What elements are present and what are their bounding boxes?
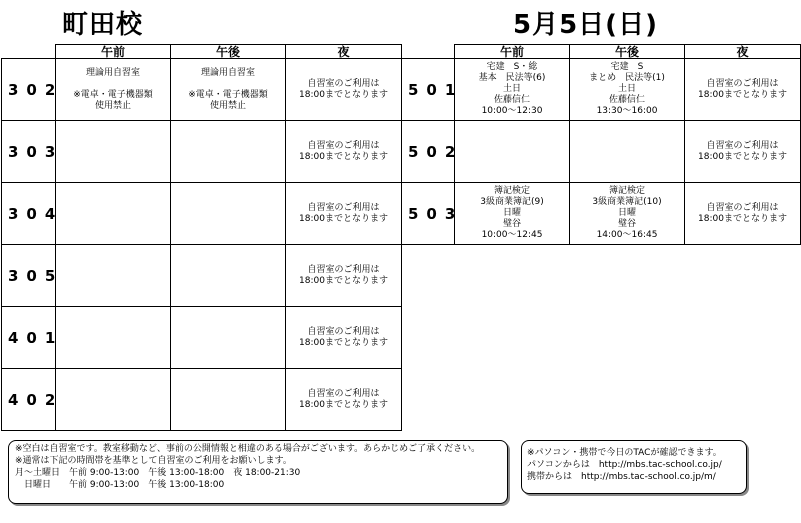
room-number: 503 — [402, 183, 455, 245]
am-cell: 理論用自習室 ※電卓・電子機器類 使用禁止 — [56, 59, 171, 121]
mobile-url-row — [527, 471, 741, 483]
room-number: 304 — [2, 183, 56, 245]
header-night: 夜 — [685, 45, 801, 59]
am-cell — [56, 183, 171, 245]
header-pm: 午後 — [171, 45, 286, 59]
school-title: 町田校 — [62, 10, 144, 40]
note-line-2: ※通常は下記の時間帯を基準として自習室のご利用をお願いします。 — [15, 456, 292, 466]
note-line-3: 月～土曜日 午前 9:00-13:00 午後 13:00-18:00 夜 18:00-21:30 — [15, 468, 301, 478]
usage-notes-box — [8, 440, 508, 504]
room-number: 305 — [2, 245, 56, 307]
pm-cell: 簿記検定 3級商業簿記(10) 日曜 璧谷 14:00～16:45 — [570, 183, 685, 245]
night-cell: 自習室のご利用は 18:00までとなります — [286, 121, 402, 183]
room-number: 302 — [2, 59, 56, 121]
note-line-4: 日曜日 午前 9:00-13:00 午後 13:00-18:00 — [15, 480, 225, 490]
room-row — [2, 183, 402, 245]
pc-url-link[interactable]: http://mbs.tac-school.co.jp/ — [598, 460, 722, 470]
am-cell — [455, 121, 570, 183]
am-cell — [56, 245, 171, 307]
room-number: 401 — [2, 307, 56, 369]
night-cell: 自習室のご利用は 18:00までとなります — [286, 245, 402, 307]
room-number: 501 — [402, 59, 455, 121]
header-am: 午前 — [455, 45, 570, 59]
room-row — [2, 307, 402, 369]
pc-label: パソコンからは — [527, 460, 590, 470]
mobile-url-link[interactable]: http://mbs.tac-school.co.jp/m/ — [581, 472, 716, 482]
pc-note-line: ※パソコン・携帯で今日のTACが確認できます。 — [527, 448, 722, 458]
night-cell: 自習室のご利用は 18:00までとなります — [685, 183, 801, 245]
am-cell: 簿記検定 3級商業簿記(9) 日曜 璧谷 10:00～12:45 — [455, 183, 570, 245]
right-schedule-table — [401, 44, 801, 245]
room-row — [2, 121, 402, 183]
pm-cell — [171, 369, 286, 431]
corner-cell — [2, 45, 56, 59]
pc-notes-box — [521, 440, 747, 494]
room-number: 303 — [2, 121, 56, 183]
mobile-label: 携帯からは — [527, 472, 573, 482]
pm-cell — [171, 307, 286, 369]
pm-cell — [570, 121, 685, 183]
room-number: 402 — [2, 369, 56, 431]
pm-cell — [171, 121, 286, 183]
am-cell — [56, 121, 171, 183]
pm-cell — [171, 183, 286, 245]
am-cell — [56, 307, 171, 369]
left-schedule-table — [1, 44, 402, 431]
header-am: 午前 — [56, 45, 171, 59]
header-pm: 午後 — [570, 45, 685, 59]
am-cell: 宅建 S・総 基本 民法等(6) 土日 佐藤信仁 10:00～12:30 — [455, 59, 570, 121]
pm-cell — [171, 245, 286, 307]
pc-url-row — [527, 459, 741, 471]
room-row — [402, 183, 801, 245]
pm-cell: 宅建 S まとめ 民法等(1) 土日 佐藤信仁 13:30～16:00 — [570, 59, 685, 121]
night-cell: 自習室のご利用は 18:00までとなります — [286, 59, 402, 121]
night-cell: 自習室のご利用は 18:00までとなります — [286, 183, 402, 245]
pm-cell: 理論用自習室 ※電卓・電子機器類 使用禁止 — [171, 59, 286, 121]
night-cell: 自習室のご利用は 18:00までとなります — [685, 121, 801, 183]
room-number: 502 — [402, 121, 455, 183]
room-row — [2, 59, 402, 121]
am-cell — [56, 369, 171, 431]
note-line-1: ※空白は自習室です。教室移動など、事前の公開情報と相違のある場合がございます。あらかじめご了承ください。 — [15, 444, 481, 454]
night-cell: 自習室のご利用は 18:00までとなります — [685, 59, 801, 121]
date-title: 5月5日(日) — [513, 10, 658, 40]
room-row — [402, 121, 801, 183]
header-night: 夜 — [286, 45, 402, 59]
night-cell: 自習室のご利用は 18:00までとなります — [286, 369, 402, 431]
room-row — [402, 59, 801, 121]
night-cell: 自習室のご利用は 18:00までとなります — [286, 307, 402, 369]
corner-cell — [402, 45, 455, 59]
room-row — [2, 369, 402, 431]
room-row — [2, 245, 402, 307]
